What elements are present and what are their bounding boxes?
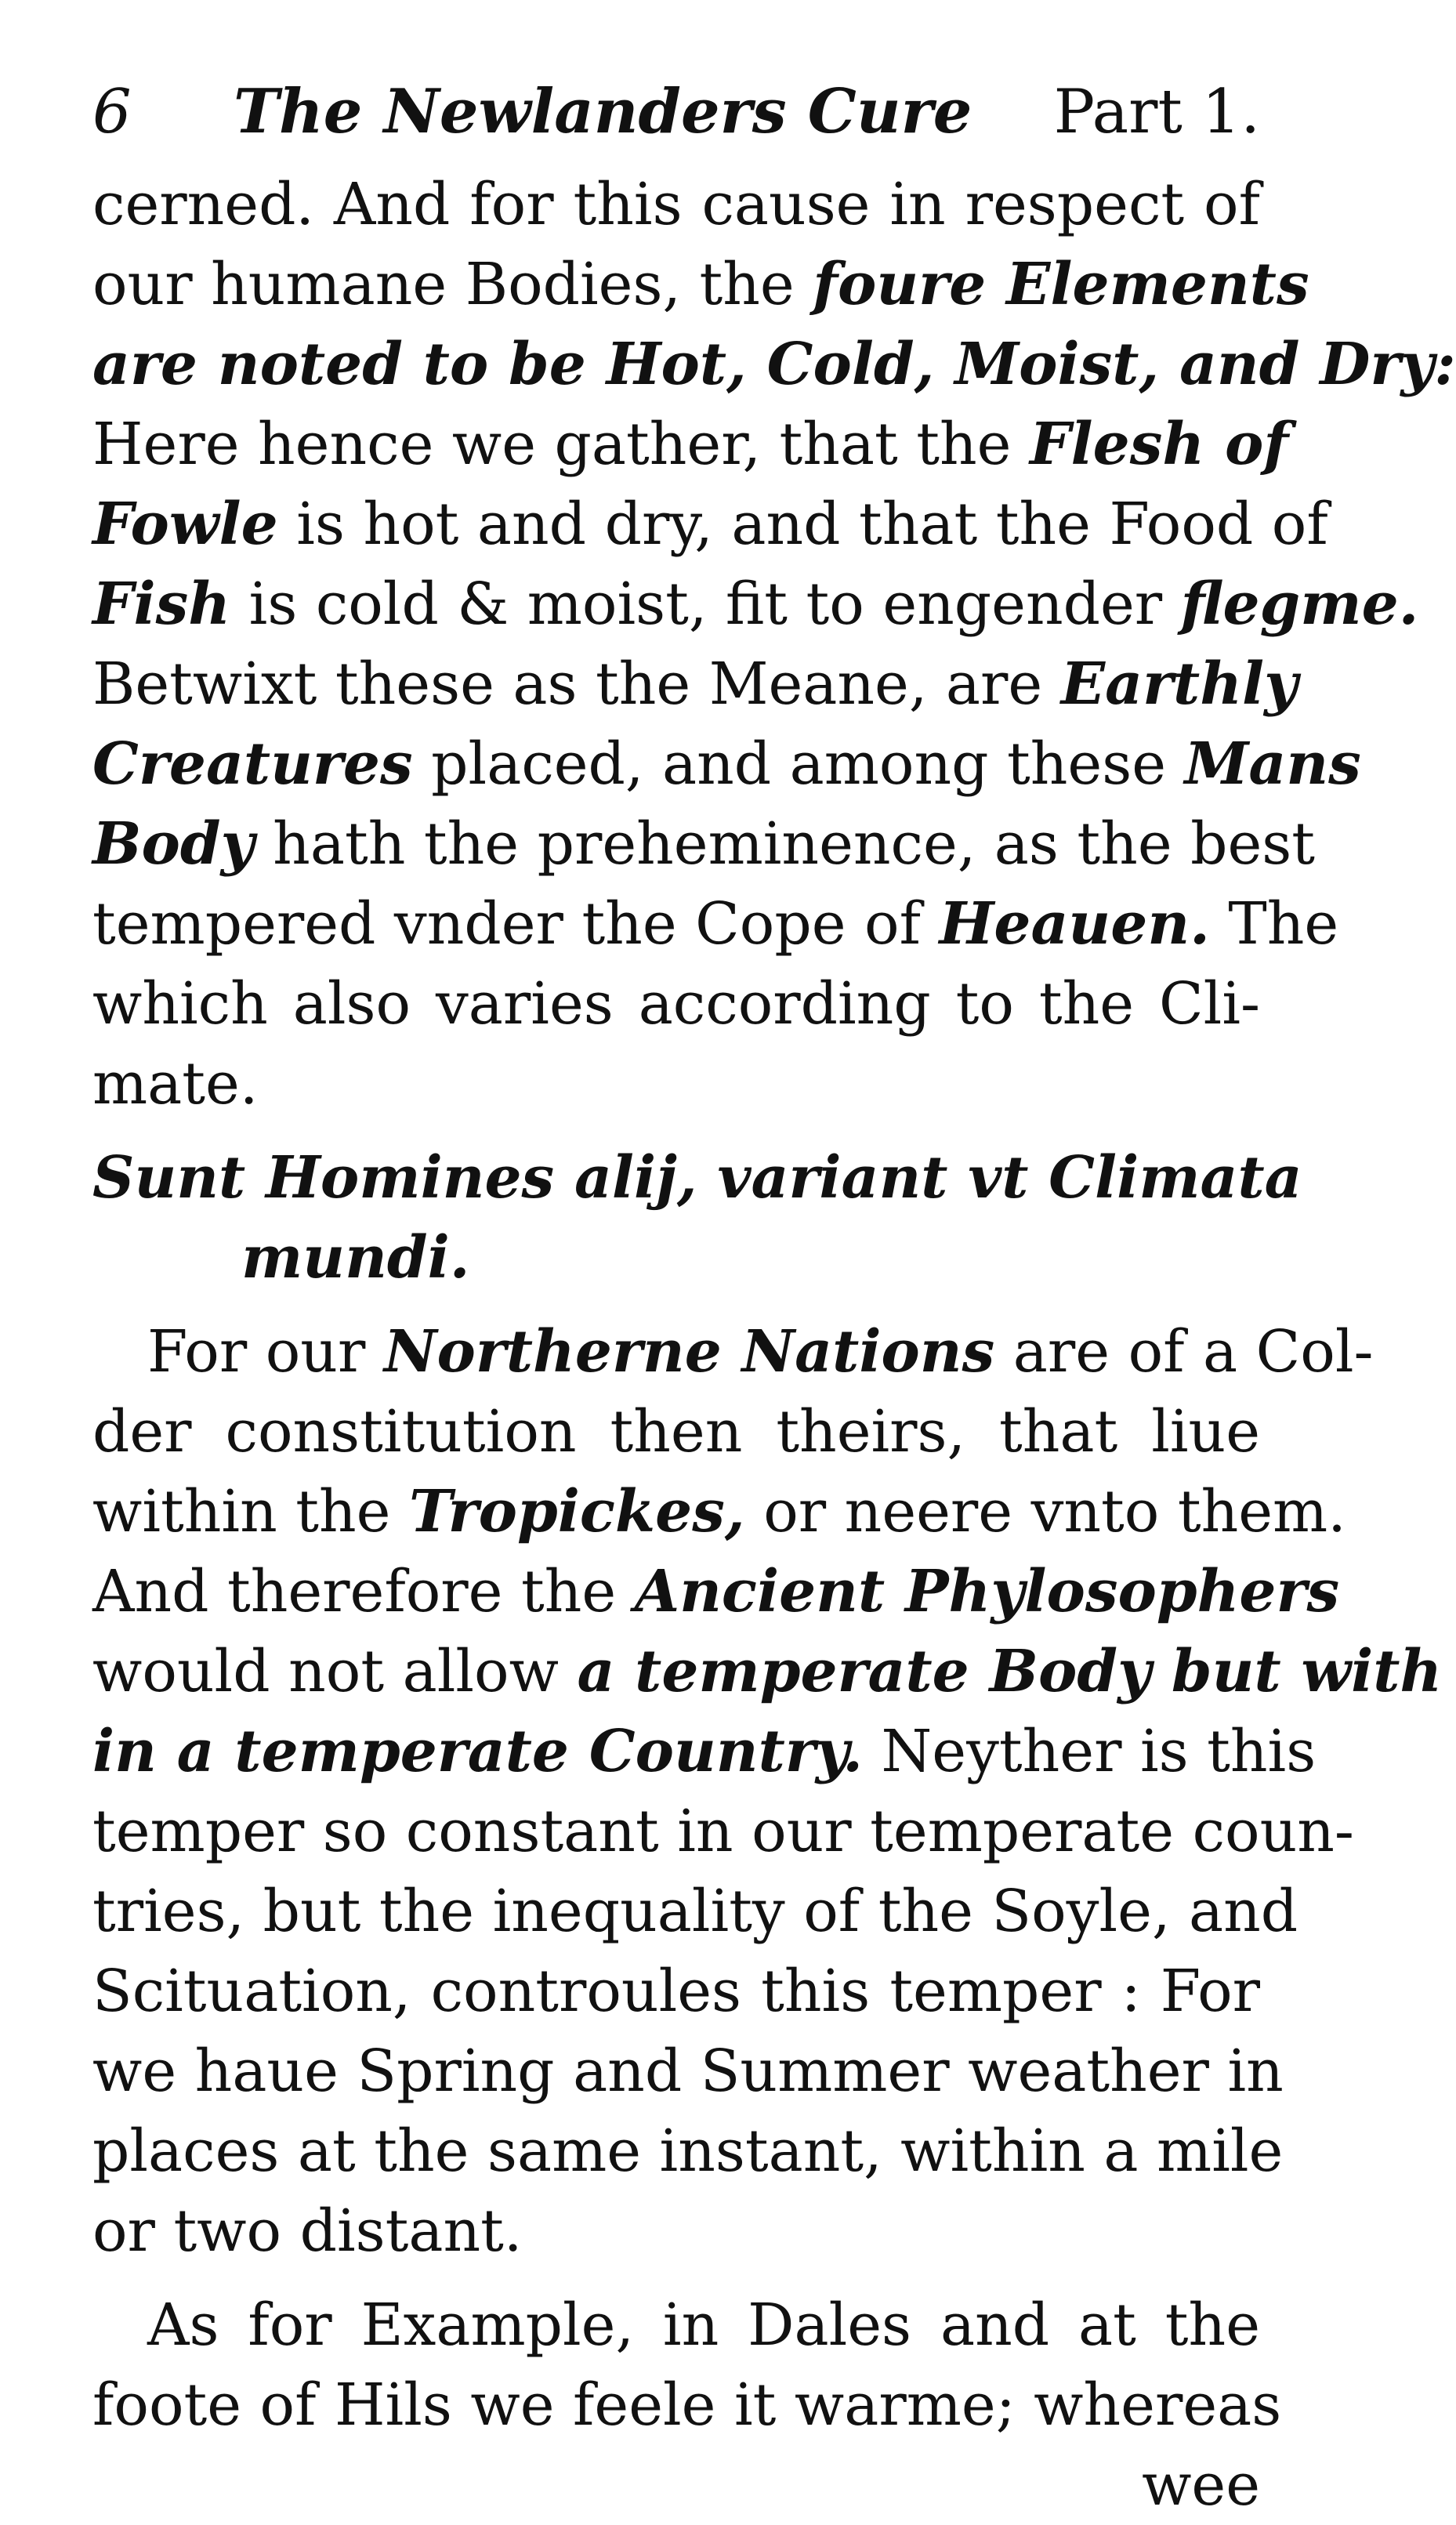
text-segment: within the — [92, 1478, 409, 1545]
text-segment: we haue Spring and Summer weather in — [92, 2038, 1284, 2105]
part-label: Part 1. — [1053, 77, 1260, 147]
text-line — [92, 2445, 1260, 2525]
text-line — [92, 1791, 1354, 1871]
italic-text-segment: Body — [92, 810, 255, 878]
text-segment: cerned. And for this cause in respect of — [92, 171, 1260, 238]
text-line — [92, 1632, 1443, 1712]
text-line — [92, 2285, 1260, 2365]
text-segment: places at the same instant, within a mile — [92, 2117, 1284, 2185]
text-line — [92, 1044, 1260, 1124]
text-line — [92, 1138, 1302, 1218]
text-segment: For our — [147, 1318, 384, 1386]
text-line — [92, 404, 1289, 484]
text-line — [92, 324, 1456, 404]
text-segment: which also varies according to the Cli- — [92, 970, 1260, 1038]
italic-text-segment: are noted to be Hot, Cold, Moist, and Dry: — [92, 331, 1456, 398]
text-line — [92, 2191, 1260, 2271]
text-segment: mate. — [92, 1050, 259, 1118]
text-segment: temper so constant in our temperate coun- — [92, 1798, 1354, 1865]
text-segment: wee — [1142, 2451, 1260, 2519]
text-segment: our humane Bodies, the — [92, 251, 813, 318]
italic-text-segment: Creatures — [92, 730, 413, 798]
text-line — [92, 1552, 1340, 1632]
running-title: The Newlanders Cure — [234, 76, 972, 147]
text-segment: is cold & moist, fit to engender — [230, 571, 1181, 638]
text-segment: Scituation, controules this temper : For — [92, 1958, 1260, 2025]
text-segment: As for Example, in Dales and at the — [147, 2291, 1260, 2359]
text-segment: And therefore the — [92, 1558, 635, 1625]
text-segment: Neyther is this — [863, 1718, 1317, 1785]
text-segment: placed, and among these — [412, 730, 1185, 798]
text-line — [92, 564, 1419, 644]
text-segment: The — [1209, 890, 1339, 958]
italic-text-segment: Flesh of — [1030, 411, 1289, 478]
italic-text-segment: flegme. — [1180, 571, 1419, 638]
italic-text-segment: Tropickes, — [408, 1478, 745, 1545]
text-line — [92, 1712, 1317, 1791]
text-segment: tries, but the inequality of the Soyle, and — [92, 1878, 1298, 1945]
text-line — [92, 2031, 1284, 2111]
text-segment: hath the preheminence, as the best — [254, 810, 1316, 878]
text-segment: would not allow — [92, 1638, 578, 1705]
italic-text-segment: Fish — [92, 571, 231, 638]
text-line — [92, 884, 1339, 964]
italic-text-segment: foure Elements — [813, 251, 1309, 318]
text-segment: or two distant. — [92, 2197, 523, 2265]
body-text — [92, 165, 1456, 2525]
text-line — [92, 1472, 1346, 1552]
text-line — [92, 2365, 1282, 2445]
text-line — [92, 1392, 1260, 1472]
text-segment: or neere vnto them. — [744, 1478, 1346, 1545]
text-segment: Betwixt these as the Meane, are — [92, 650, 1061, 718]
text-line — [92, 1218, 1260, 1298]
italic-text-segment: Heauen. — [939, 890, 1210, 958]
italic-text-segment: Ancient Phylosophers — [634, 1558, 1340, 1625]
italic-text-segment: Fowle — [92, 491, 278, 558]
text-segment: Here hence we gather, that the — [92, 411, 1030, 478]
text-segment: foote of Hils we feele it warme; whereas — [92, 2371, 1282, 2439]
italic-text-segment: mundi. — [241, 1224, 470, 1291]
text-segment: tempered vnder the Cope of — [92, 890, 940, 958]
text-line — [92, 2111, 1284, 2191]
text-segment: der constitution then theirs, that liue — [92, 1398, 1260, 1465]
text-segment: is hot and dry, and that the Food of — [277, 491, 1328, 558]
text-segment: are of a Col- — [994, 1318, 1374, 1386]
text-line — [92, 1871, 1298, 1951]
text-line — [92, 1312, 1374, 1392]
italic-text-segment: a temperate Body but with — [577, 1638, 1443, 1705]
italic-text-segment: Earthly — [1060, 650, 1298, 718]
italic-text-segment: Mans — [1184, 730, 1361, 798]
text-line — [92, 1951, 1260, 2031]
text-line — [92, 245, 1309, 324]
text-line — [92, 804, 1316, 884]
text-line — [92, 964, 1260, 1044]
text-line — [92, 165, 1260, 245]
page-number: 6 — [92, 77, 132, 147]
text-line — [92, 484, 1328, 564]
text-line — [92, 724, 1361, 804]
italic-text-segment: in a temperate Country. — [92, 1718, 864, 1785]
italic-text-segment: Sunt Homines alij, variant vt Climata — [92, 1144, 1302, 1212]
italic-text-segment: Northerne Nations — [383, 1318, 995, 1386]
text-line — [92, 644, 1298, 724]
running-head — [92, 69, 1260, 155]
